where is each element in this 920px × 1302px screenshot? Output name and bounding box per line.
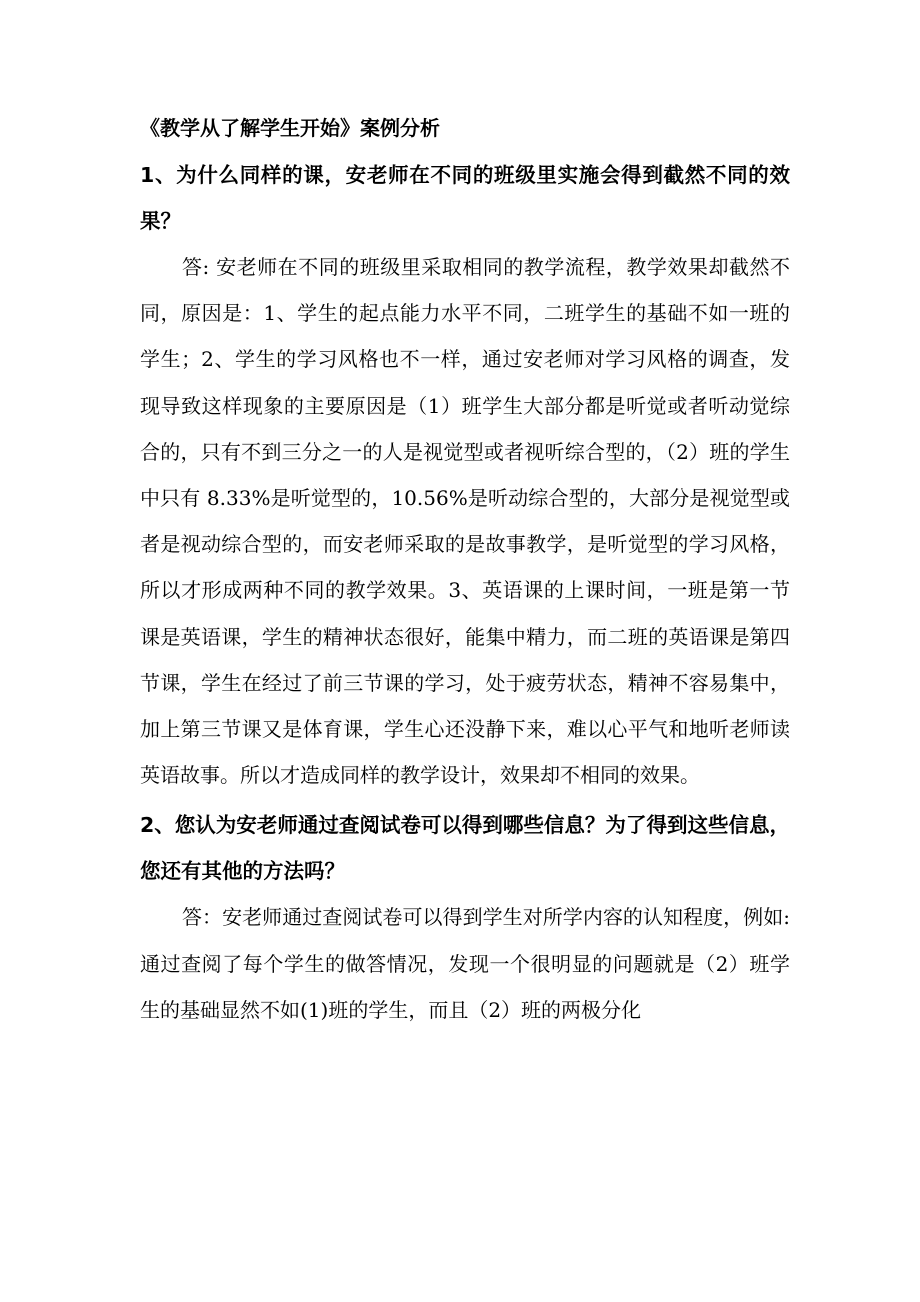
answer-2: 答：安老师通过查阅试卷可以得到学生对所学内容的认知程度，例如: 通过查阅了每个学生的做答情况，发现一个很明显的问题就是（2）班学生的基础显然不如(1)班的学生，而且（2）班的两极分化 xyxy=(140,905,790,1022)
question-1: 1、为什么同样的课，安老师在不同的班级里实施会得到截然不同的效果？ xyxy=(140,163,790,233)
document-body xyxy=(140,106,790,1033)
document-title: 《教学从了解学生开始》案例分析 xyxy=(140,116,440,140)
answer-1: 答: 安老师在不同的班级里采取相同的教学流程，教学效果却截然不同，原因是：1、学生的起点能力水平不同，二班学生的基础不如一班的学生；2、学生的学习风格也不一样，通过安老师对学习风格的调查，发现导致这样现象的主要原因是（1）班学生大部分都是听觉或者听动觉综合的，只有不到三分之一的人是视觉型或者视听综合型的，（2）班的学生中只有 8.33%是听觉型的，10.56%是听动综合型的，大部分是视觉型或者是视动综合型的，而安老师采取的是故事教学，是听觉型的学习风格，所以才形成两种不同的教学效果。3、英语课的上课时间，一班是第一节课是英语课，学生的精神状态很好，能集中精力，而二班的英语课是第四节课，学生在经过了前三节课的学习，处于疲劳状态，精神不容易集中，加上第三节课又是体育课，学生心还没静下来，难以心平气和地听老师读英语故事。所以才造成同样的教学设计，效果却不相同的效果。 xyxy=(140,255,790,788)
question-2: 2、您认为安老师通过查阅试卷可以得到哪些信息？为了得到这些信息，您还有其他的方法吗？ xyxy=(140,813,790,884)
